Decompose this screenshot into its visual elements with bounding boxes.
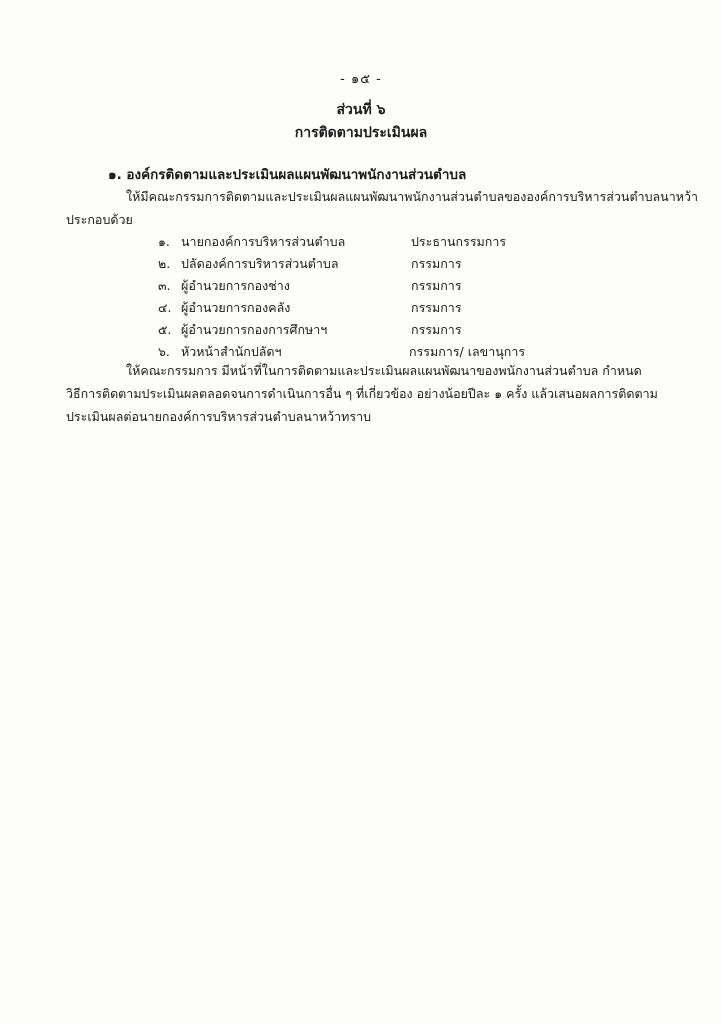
duty-line-3: ประเมินผลต่อนายกองค์การบริหารส่วนตำบลนาหว้าทราบ [66, 409, 372, 424]
duty-paragraph [66, 359, 658, 428]
committee-member-row [0, 232, 722, 254]
part-subtitle: การติดตามประเมินผล [294, 125, 428, 141]
intro-paragraph [66, 185, 699, 231]
intro-line-2: ประกอบด้วย [66, 212, 133, 227]
page-number: - ๑๕ - [340, 72, 382, 87]
member-number: ๓. [158, 278, 171, 293]
member-position: ผู้อำนวยการกองช่าง [181, 278, 290, 293]
committee-member-row [0, 320, 722, 342]
committee-member-list [0, 232, 722, 364]
member-number: ๑. [158, 234, 170, 249]
duty-line-2: วิธีการติดตามประเมินผลตลอดจนการดำเนินการอื่น ๆ ที่เกี่ยวข้อง อย่างน้อยปีละ ๑ ครั้ง แล้วเสนอผลการติดตาม [66, 386, 658, 401]
member-number: ๕. [158, 322, 172, 337]
part-title: ส่วนที่ ๖ [336, 102, 386, 118]
committee-member-row [0, 254, 722, 276]
member-role: กรรมการ [411, 278, 462, 293]
member-position: หัวหน้าสำนักปลัดฯ [181, 344, 282, 359]
section-heading: ๑. องค์กรติดตามและประเมินผลแผนพัฒนาพนักงานส่วนตำบล [108, 167, 467, 183]
member-position: นายกองค์การบริหารส่วนตำบล [181, 234, 346, 249]
member-role: กรรมการ [411, 256, 462, 271]
member-number: ๖. [158, 344, 170, 359]
member-role: กรรมการ [411, 322, 462, 337]
member-position: ผู้อำนวยการกองคลัง [181, 300, 291, 315]
intro-line-1: ให้มีคณะกรรมการติดตามและประเมินผลแผนพัฒนาพนักงานส่วนตำบลขององค์การบริหารส่วนตำบลนาหว้า [126, 189, 699, 204]
committee-member-row [0, 298, 722, 320]
member-position: ปลัดองค์การบริหารส่วนตำบล [181, 256, 339, 271]
member-role: กรรมการ/ เลขานุการ [409, 344, 526, 359]
duty-line-1: ให้คณะกรรมการ มีหน้าที่ในการติดตามและประเมินผลแผนพัฒนาของพนักงานส่วนตำบล กำหนด [126, 363, 642, 378]
member-number: ๔. [158, 300, 172, 315]
member-number: ๒. [158, 256, 171, 271]
committee-member-row [0, 276, 722, 298]
member-role: กรรมการ [411, 300, 462, 315]
member-position: ผู้อำนวยการกองการศึกษาฯ [181, 322, 328, 337]
member-role: ประธานกรรมการ [411, 234, 507, 249]
